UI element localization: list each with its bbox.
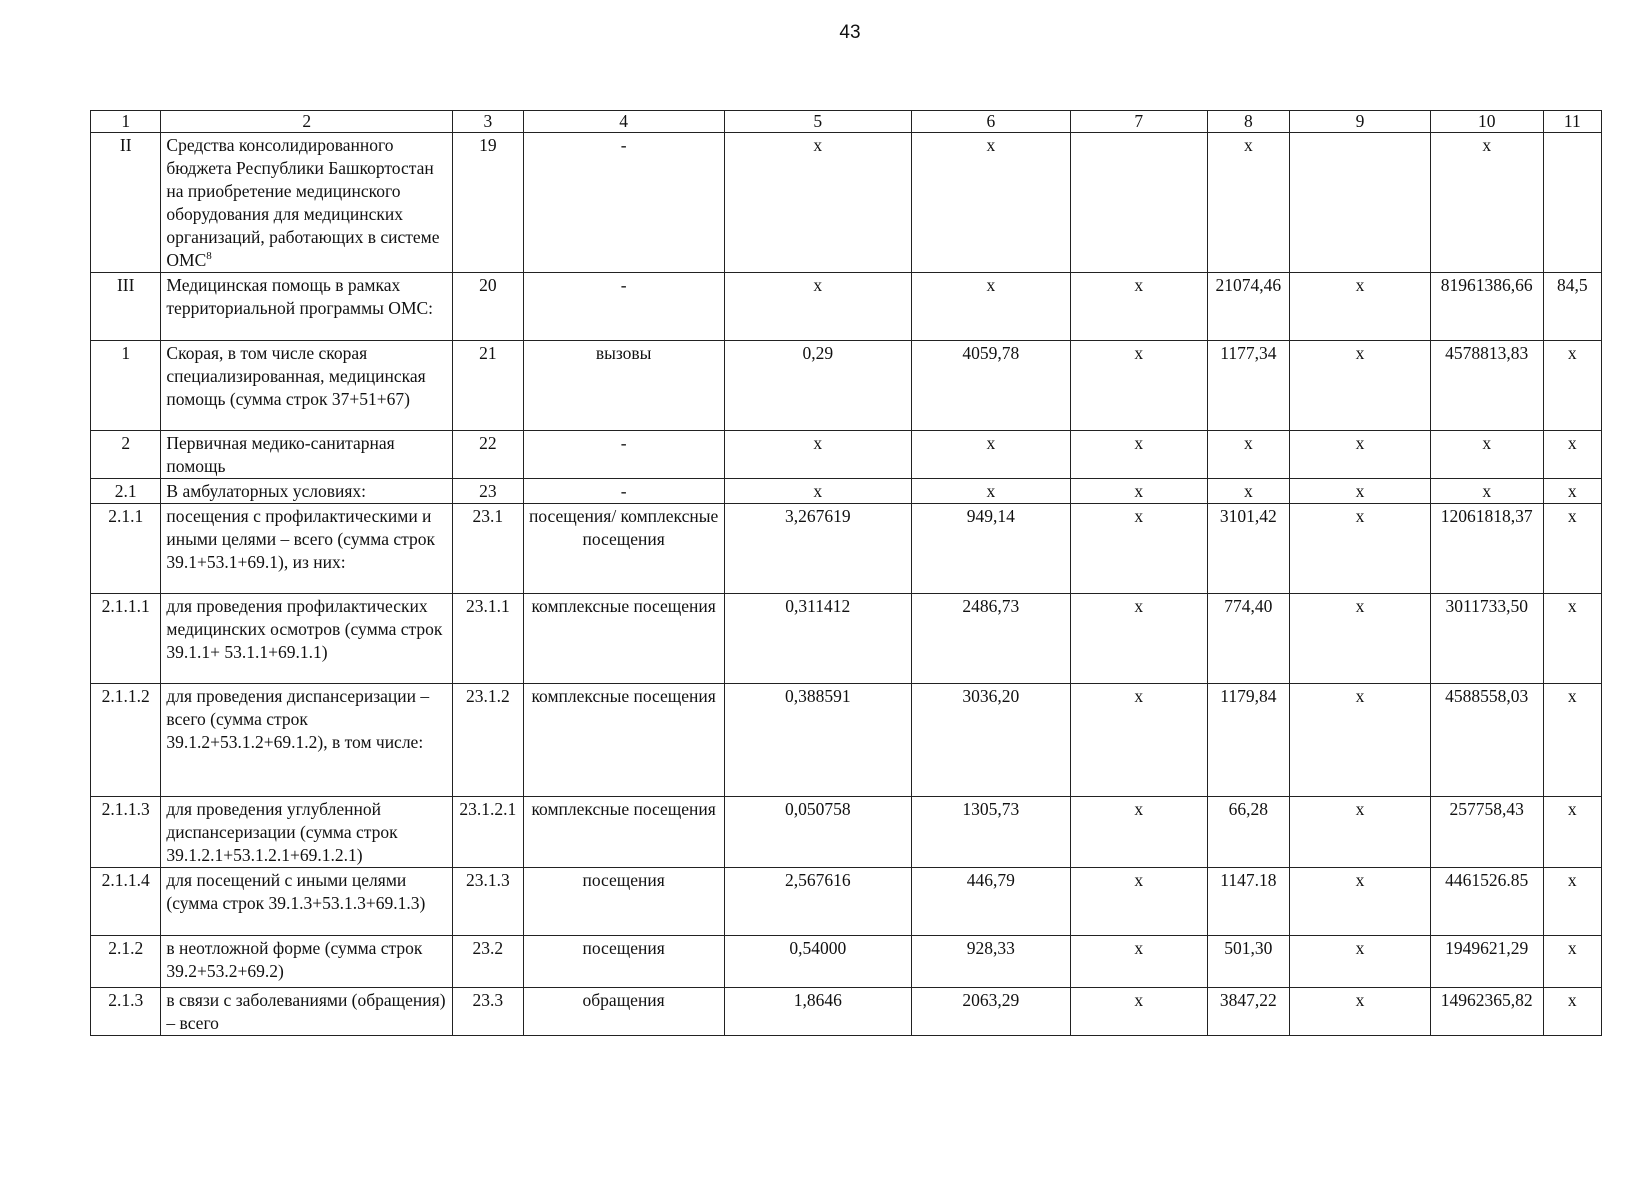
cell-text: 22 bbox=[479, 433, 497, 453]
cell-text: x bbox=[1355, 433, 1365, 453]
col11-cell bbox=[1543, 431, 1601, 479]
table-row bbox=[91, 936, 1602, 988]
cell-text: 2,567616 bbox=[784, 870, 851, 890]
cell-text: x bbox=[1355, 596, 1365, 616]
unit-cell bbox=[523, 133, 724, 273]
col6-cell bbox=[911, 504, 1070, 594]
line-code-cell bbox=[453, 431, 523, 479]
row-name-cell bbox=[161, 479, 453, 504]
cell-text: x bbox=[813, 433, 823, 453]
col5-cell bbox=[724, 684, 911, 797]
cell-text: x bbox=[813, 275, 823, 295]
row-number-cell bbox=[91, 936, 161, 988]
line-code-cell bbox=[453, 868, 523, 936]
col6-cell bbox=[911, 594, 1070, 684]
col9-cell bbox=[1290, 504, 1431, 594]
header-cell: 3 bbox=[453, 111, 523, 133]
cell-text: x bbox=[1355, 938, 1365, 958]
cell-text: x bbox=[1243, 481, 1253, 501]
line-code-cell bbox=[453, 479, 523, 504]
cell-text: x bbox=[1567, 799, 1577, 819]
col8-cell bbox=[1207, 684, 1289, 797]
cell-text: посещения/ комплексные посещения bbox=[529, 506, 719, 549]
header-cell: 1 bbox=[91, 111, 161, 133]
col8-cell bbox=[1207, 431, 1289, 479]
cell-text: x bbox=[1134, 433, 1144, 453]
unit-cell bbox=[523, 479, 724, 504]
col9-cell bbox=[1290, 868, 1431, 936]
cell-text: 1,8646 bbox=[793, 990, 842, 1010]
table-row bbox=[91, 273, 1602, 341]
header-cell: 5 bbox=[724, 111, 911, 133]
cell-text: x bbox=[1355, 275, 1365, 295]
unit-cell bbox=[523, 988, 724, 1036]
cell-text: - bbox=[620, 135, 627, 155]
line-code-cell bbox=[453, 797, 523, 868]
cell-text: 81961386,66 bbox=[1440, 275, 1533, 295]
cell-text: 23.1.2 bbox=[465, 686, 510, 706]
col6-cell bbox=[911, 868, 1070, 936]
header-cell: 4 bbox=[523, 111, 724, 133]
col5-cell bbox=[724, 936, 911, 988]
col11-cell bbox=[1543, 479, 1601, 504]
col7-cell bbox=[1070, 988, 1207, 1036]
cell-text: 2.1.1.2 bbox=[101, 686, 150, 706]
line-code-cell bbox=[453, 273, 523, 341]
col7-cell bbox=[1070, 684, 1207, 797]
line-code-cell bbox=[453, 988, 523, 1036]
col10-cell bbox=[1430, 988, 1543, 1036]
cell-text: 23 bbox=[479, 481, 497, 501]
cell-text: x bbox=[1134, 870, 1144, 890]
row-number-cell bbox=[91, 594, 161, 684]
col9-cell bbox=[1290, 988, 1431, 1036]
unit-cell bbox=[523, 431, 724, 479]
cell-text: 1 bbox=[121, 343, 131, 363]
row-number-cell bbox=[91, 504, 161, 594]
col7-cell bbox=[1070, 133, 1207, 273]
row-number-cell bbox=[91, 273, 161, 341]
col9-cell bbox=[1290, 594, 1431, 684]
row-name-cell bbox=[161, 431, 453, 479]
header-cell: 6 bbox=[911, 111, 1070, 133]
cell-text: 12061818,37 bbox=[1440, 506, 1533, 526]
cell-text: 23.2 bbox=[472, 938, 504, 958]
row-name-cell bbox=[161, 273, 453, 341]
col7-cell bbox=[1070, 797, 1207, 868]
cell-text: 66,28 bbox=[1228, 799, 1269, 819]
cell-text: 0,388591 bbox=[784, 686, 851, 706]
col11-cell bbox=[1543, 504, 1601, 594]
col11-cell bbox=[1543, 868, 1601, 936]
col8-cell bbox=[1207, 504, 1289, 594]
row-name-cell bbox=[161, 988, 453, 1036]
cell-text: 2.1 bbox=[114, 481, 137, 501]
unit-cell bbox=[523, 797, 724, 868]
col5-cell bbox=[724, 133, 911, 273]
col8-cell bbox=[1207, 479, 1289, 504]
cell-text: x bbox=[1243, 135, 1253, 155]
row-name-cell bbox=[161, 594, 453, 684]
col10-cell bbox=[1430, 868, 1543, 936]
cell-text: III bbox=[116, 275, 135, 295]
cell-text: 3036,20 bbox=[962, 686, 1020, 706]
unit-cell bbox=[523, 594, 724, 684]
cell-text: 2 bbox=[121, 433, 131, 453]
row-number-cell bbox=[91, 868, 161, 936]
line-code-cell bbox=[453, 594, 523, 684]
col9-cell bbox=[1290, 797, 1431, 868]
unit-cell bbox=[523, 341, 724, 431]
col6-cell bbox=[911, 797, 1070, 868]
cell-text: 2.1.3 bbox=[108, 990, 144, 1010]
unit-cell bbox=[523, 684, 724, 797]
row-number-cell bbox=[91, 133, 161, 273]
data-table bbox=[90, 110, 1602, 1036]
cell-text: 928,33 bbox=[966, 938, 1015, 958]
cell-text: Медицинская помощь в рамках территориальной программы ОМС: bbox=[166, 275, 434, 318]
col5-cell bbox=[724, 504, 911, 594]
unit-cell bbox=[523, 936, 724, 988]
cell-text: 4461526.85 bbox=[1445, 870, 1529, 890]
unit-cell bbox=[523, 273, 724, 341]
table-row bbox=[91, 797, 1602, 868]
cell-text: x bbox=[1567, 938, 1577, 958]
cell-text: x bbox=[1567, 870, 1577, 890]
cell-text: x bbox=[1355, 686, 1365, 706]
col7-cell bbox=[1070, 936, 1207, 988]
cell-text: x bbox=[1567, 990, 1577, 1010]
row-number-cell bbox=[91, 431, 161, 479]
col6-cell bbox=[911, 341, 1070, 431]
header-cell: 9 bbox=[1290, 111, 1431, 133]
col8-cell bbox=[1207, 868, 1289, 936]
cell-text: 23.3 bbox=[472, 990, 504, 1010]
cell-text: x bbox=[1482, 433, 1492, 453]
cell-text: x bbox=[1355, 481, 1365, 501]
col10-cell bbox=[1430, 936, 1543, 988]
col5-cell bbox=[724, 431, 911, 479]
cell-text: посещения с профилактическими и иными целями – всего (сумма строк 39.1+53.1+69.1), из них: bbox=[166, 506, 436, 572]
cell-text: x bbox=[1567, 433, 1577, 453]
cell-text: 3,267619 bbox=[784, 506, 851, 526]
col9-cell bbox=[1290, 479, 1431, 504]
cell-text: x bbox=[1567, 596, 1577, 616]
cell-text: x bbox=[813, 135, 823, 155]
cell-text: 4059,78 bbox=[962, 343, 1020, 363]
cell-text: x bbox=[1134, 275, 1144, 295]
cell-text: x bbox=[1482, 481, 1492, 501]
col6-cell bbox=[911, 133, 1070, 273]
cell-text: посещения bbox=[582, 938, 665, 958]
cell-text: 3101,42 bbox=[1219, 506, 1277, 526]
col10-cell bbox=[1430, 797, 1543, 868]
cell-text: x bbox=[1567, 343, 1577, 363]
cell-text: x bbox=[1134, 506, 1144, 526]
cell-text: для проведения профилактических медицинских осмотров (сумма строк 39.1.1+ 53.1.1+69.1.1) bbox=[166, 596, 443, 662]
cell-text: 0,311412 bbox=[785, 596, 851, 616]
cell-text: 2.1.2 bbox=[108, 938, 144, 958]
cell-text: x bbox=[1355, 799, 1365, 819]
table-row bbox=[91, 594, 1602, 684]
cell-text: для проведения диспансеризации – всего (сумма строк 39.1.2+53.1.2+69.1.2), в том числе: bbox=[166, 686, 430, 752]
cell-text: комплексные посещения bbox=[531, 799, 716, 819]
col8-cell bbox=[1207, 988, 1289, 1036]
col11-cell bbox=[1543, 133, 1601, 273]
col10-cell bbox=[1430, 133, 1543, 273]
col6-cell bbox=[911, 273, 1070, 341]
col10-cell bbox=[1430, 341, 1543, 431]
col6-cell bbox=[911, 988, 1070, 1036]
cell-text: 2.1.1.3 bbox=[101, 799, 150, 819]
cell-text: x bbox=[986, 433, 996, 453]
cell-text: - bbox=[620, 275, 627, 295]
cell-text: Первичная медико-санитарная помощь bbox=[166, 433, 395, 476]
row-number-cell bbox=[91, 684, 161, 797]
row-name-cell bbox=[161, 868, 453, 936]
header-cell: 10 bbox=[1430, 111, 1543, 133]
cell-text: 14962365,82 bbox=[1440, 990, 1533, 1010]
cell-text: вызовы bbox=[595, 343, 652, 363]
header-row bbox=[91, 111, 1602, 133]
col7-cell bbox=[1070, 431, 1207, 479]
row-number-cell bbox=[91, 341, 161, 431]
line-code-cell bbox=[453, 504, 523, 594]
col10-cell bbox=[1430, 504, 1543, 594]
header-cell: 2 bbox=[161, 111, 453, 133]
col10-cell bbox=[1430, 431, 1543, 479]
cell-text: - bbox=[620, 481, 627, 501]
cell-text: 23.1.1 bbox=[465, 596, 510, 616]
cell-text: 2.1.1.1 bbox=[101, 596, 150, 616]
cell-text: x bbox=[1134, 686, 1144, 706]
cell-text: x bbox=[1567, 686, 1577, 706]
cell-text: x bbox=[1134, 938, 1144, 958]
cell-text: для посещений с иными целями (сумма строк 39.1.3+53.1.3+69.1.3) bbox=[166, 870, 426, 913]
row-name-cell bbox=[161, 684, 453, 797]
col11-cell bbox=[1543, 684, 1601, 797]
cell-text: 4578813,83 bbox=[1445, 343, 1529, 363]
cell-text: 1179,84 bbox=[1220, 686, 1277, 706]
table-row bbox=[91, 341, 1602, 431]
table-row bbox=[91, 684, 1602, 797]
cell-text: обращения bbox=[582, 990, 665, 1010]
col5-cell bbox=[724, 868, 911, 936]
col9-cell bbox=[1290, 936, 1431, 988]
col11-cell bbox=[1543, 594, 1601, 684]
row-number-cell bbox=[91, 988, 161, 1036]
cell-text: комплексные посещения bbox=[531, 686, 716, 706]
col6-cell bbox=[911, 684, 1070, 797]
page-number: 43 bbox=[839, 22, 861, 43]
cell-text: В амбулаторных условиях: bbox=[166, 481, 367, 501]
table-row bbox=[91, 479, 1602, 504]
col6-cell bbox=[911, 431, 1070, 479]
col9-cell bbox=[1290, 684, 1431, 797]
col7-cell bbox=[1070, 341, 1207, 431]
line-code-cell bbox=[453, 341, 523, 431]
cell-text: x bbox=[1355, 990, 1365, 1010]
col8-cell bbox=[1207, 797, 1289, 868]
col9-cell bbox=[1290, 133, 1431, 273]
cell-text: x bbox=[1134, 596, 1144, 616]
col9-cell bbox=[1290, 273, 1431, 341]
cell-text: 21 bbox=[479, 343, 497, 363]
row-number-cell bbox=[91, 479, 161, 504]
cell-text: 2.1.1.4 bbox=[101, 870, 150, 890]
cell-text: Скорая, в том числе скорая специализированная, медицинская помощь (сумма строк 37+51+67) bbox=[166, 343, 426, 409]
cell-text: 21074,46 bbox=[1215, 275, 1282, 295]
cell-text: x bbox=[986, 135, 996, 155]
cell-text: 1305,73 bbox=[962, 799, 1020, 819]
col8-cell bbox=[1207, 133, 1289, 273]
cell-text: комплексные посещения bbox=[531, 596, 716, 616]
cell-text: 20 bbox=[479, 275, 497, 295]
cell-text: 2486,73 bbox=[962, 596, 1020, 616]
cell-text: x bbox=[1243, 433, 1253, 453]
col10-cell bbox=[1430, 273, 1543, 341]
unit-cell bbox=[523, 868, 724, 936]
table-row bbox=[91, 133, 1602, 273]
col9-cell bbox=[1290, 431, 1431, 479]
cell-text: Средства консолидированного бюджета Республики Башкортостан на приобретение медицинского оборудования для медицинских организаций, работающих в системе ОМС bbox=[166, 135, 440, 270]
cell-text: x bbox=[1134, 481, 1144, 501]
col5-cell bbox=[724, 594, 911, 684]
cell-text: 19 bbox=[479, 135, 497, 155]
cell-text: 1949621,29 bbox=[1445, 938, 1529, 958]
col6-cell bbox=[911, 936, 1070, 988]
cell-text: 84,5 bbox=[1556, 275, 1588, 295]
cell-text: 0,050758 bbox=[784, 799, 851, 819]
line-code-cell bbox=[453, 936, 523, 988]
line-code-cell bbox=[453, 684, 523, 797]
col8-cell bbox=[1207, 273, 1289, 341]
cell-text: 23.1.3 bbox=[465, 870, 510, 890]
cell-text: 446,79 bbox=[966, 870, 1015, 890]
header-cell: 11 bbox=[1543, 111, 1601, 133]
col6-cell bbox=[911, 479, 1070, 504]
col10-cell bbox=[1430, 684, 1543, 797]
cell-text: x bbox=[1134, 990, 1144, 1010]
col7-cell bbox=[1070, 868, 1207, 936]
cell-text: 949,14 bbox=[966, 506, 1015, 526]
cell-text: 2063,29 bbox=[962, 990, 1020, 1010]
line-code-cell bbox=[453, 133, 523, 273]
cell-text: 3011733,50 bbox=[1445, 596, 1528, 616]
cell-text: - bbox=[620, 433, 627, 453]
col5-cell bbox=[724, 273, 911, 341]
cell-text: посещения bbox=[582, 870, 665, 890]
unit-cell bbox=[523, 504, 724, 594]
cell-text: 4588558,03 bbox=[1445, 686, 1529, 706]
cell-text: x bbox=[1134, 799, 1144, 819]
col7-cell bbox=[1070, 273, 1207, 341]
col5-cell bbox=[724, 988, 911, 1036]
col10-cell bbox=[1430, 479, 1543, 504]
col9-cell bbox=[1290, 341, 1431, 431]
col5-cell bbox=[724, 797, 911, 868]
cell-text: 257758,43 bbox=[1449, 799, 1524, 819]
col7-cell bbox=[1070, 504, 1207, 594]
cell-text: x bbox=[1355, 343, 1365, 363]
cell-text: 0,29 bbox=[802, 343, 834, 363]
footnote-marker: 8 bbox=[206, 250, 212, 263]
cell-text: x bbox=[813, 481, 823, 501]
col11-cell bbox=[1543, 988, 1601, 1036]
row-name-cell bbox=[161, 133, 453, 273]
row-name-cell bbox=[161, 341, 453, 431]
col8-cell bbox=[1207, 594, 1289, 684]
cell-text: 3847,22 bbox=[1219, 990, 1277, 1010]
col11-cell bbox=[1543, 273, 1601, 341]
cell-text: 1147.18 bbox=[1220, 870, 1277, 890]
cell-text: 2.1.1 bbox=[108, 506, 144, 526]
col5-cell bbox=[724, 479, 911, 504]
cell-text: x bbox=[1482, 135, 1492, 155]
row-name-cell bbox=[161, 936, 453, 988]
row-name-cell bbox=[161, 504, 453, 594]
col10-cell bbox=[1430, 594, 1543, 684]
header-cell: 8 bbox=[1207, 111, 1289, 133]
cell-text: x bbox=[1355, 506, 1365, 526]
col8-cell bbox=[1207, 341, 1289, 431]
cell-text: 23.1 bbox=[472, 506, 504, 526]
table-row bbox=[91, 868, 1602, 936]
cell-text: для проведения углубленной диспансеризации (сумма строк 39.1.2.1+53.1.2.1+69.1.2.1) bbox=[166, 799, 398, 865]
cell-text: 1177,34 bbox=[1220, 343, 1277, 363]
header-cell: 7 bbox=[1070, 111, 1207, 133]
col7-cell bbox=[1070, 594, 1207, 684]
cell-text: 501,30 bbox=[1224, 938, 1273, 958]
cell-text: x bbox=[1567, 481, 1577, 501]
table-row bbox=[91, 988, 1602, 1036]
col11-cell bbox=[1543, 341, 1601, 431]
col7-cell bbox=[1070, 479, 1207, 504]
table-row bbox=[91, 431, 1602, 479]
cell-text: 23.1.2.1 bbox=[459, 799, 517, 819]
cell-text: II bbox=[119, 135, 132, 155]
cell-text: 774,40 bbox=[1224, 596, 1273, 616]
row-number-cell bbox=[91, 797, 161, 868]
cell-text: x bbox=[986, 481, 996, 501]
col8-cell bbox=[1207, 936, 1289, 988]
row-name-cell bbox=[161, 797, 453, 868]
cell-text: x bbox=[1134, 343, 1144, 363]
cell-text: x bbox=[1355, 870, 1365, 890]
cell-text: x bbox=[986, 275, 996, 295]
table-row bbox=[91, 504, 1602, 594]
col11-cell bbox=[1543, 797, 1601, 868]
cell-text: в связи с заболеваниями (обращения) – всего bbox=[166, 990, 446, 1033]
cell-text: в неотложной форме (сумма строк 39.2+53.2+69.2) bbox=[166, 938, 423, 981]
cell-text: x bbox=[1567, 506, 1577, 526]
cell-text: 0,54000 bbox=[789, 938, 847, 958]
col11-cell bbox=[1543, 936, 1601, 988]
col5-cell bbox=[724, 341, 911, 431]
